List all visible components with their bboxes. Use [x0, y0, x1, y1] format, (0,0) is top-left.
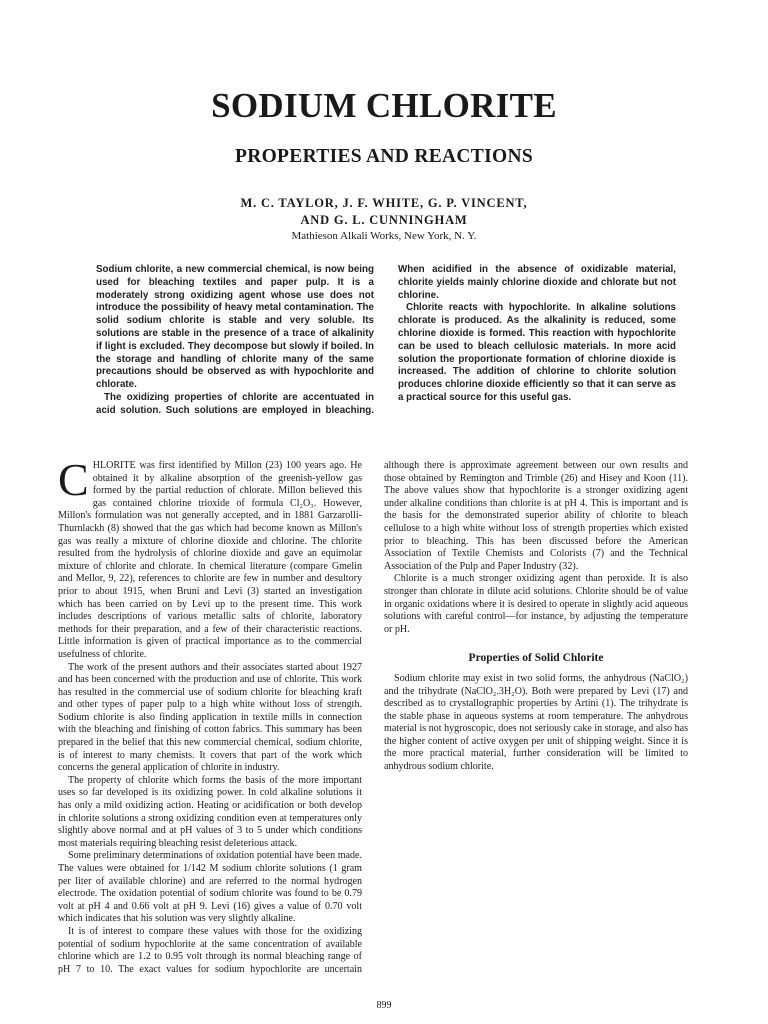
authors-line-1: M. C. TAYLOR, J. F. WHITE, G. P. VINCENT, — [240, 196, 528, 210]
article-subtitle: PROPERTIES AND REACTIONS — [235, 146, 533, 167]
article-title: SODIUM CHLORITE — [211, 86, 557, 125]
article-body — [58, 454, 688, 984]
body-paragraph: Some preliminary determinations of oxidation potential have been made. The values were obtained for 1/142 M sodium chlorite solutions (1 gram per liter of available chlorine) and are referred to the normal hydrogen electrode. The oxidation potential of sodium chlorite was found to be 0.79 volt at pH 4 and 0.66 volt at pH 9. Levi (16) gives a value of 0.70 volt which indicates that his solution was very slightly alkaline. — [58, 850, 362, 925]
drop-cap: C — [58, 454, 89, 505]
body-paragraph: Sodium chlorite may exist in two solid forms, the anhydrous (NaClO₂) and the trihydrate (NaClO₂.3H₂O). Both were prepared by Levi (17) and described as to crystallographic properties by Artini (1). The trihydrate is the stable phase in aqueous systems at room temperature. The anhydrous material is not hygroscopic, does not seriously cake in storage, and also has the higher content of active oxygen per unit of shipping weight. Since it is the more practical material, further consideration will be limited to anhydrous sodium chlorite. — [384, 672, 688, 773]
body-paragraph: The property of chlorite which forms the basis of the more important uses so far developed is its oxidizing power. In cold alkaline solutions it has only a mild oxidizing action. Heating or acidification or both develop in chlorite solutions a strong oxidizing condition even at temperatures only slightly above normal and at pH values of 3 to 5 under which conditions most materials requiring bleaching resist deleterious attack. — [58, 774, 362, 849]
body-paragraph: The work of the present authors and their associates started about 1927 and has been concerned with the production and use of chlorite. This work has resulted in the commercial use of sodium chlorite for bleaching kraft and other types of paper pulp to a high white without loss of strength. Sodium chlorite is also finding application in textile mills in connection with the bleaching and finishing of cotton fabrics. This summary has been prepared in the belief that this new commercial chemical, sodium chlorite, is of interest to many chemists. It covers that part of the work which concerns the general application of chlorite in industry. — [58, 661, 362, 774]
abstract-paragraph: The oxidizing properties of chlorite are accentuated in acid solution. Such solutions are employed in bleaching. When acidified in the absence of oxidizable material, chlorite yields mainly chlorine dioxide and chlorate but not chlorine. — [96, 264, 676, 416]
affiliation: Mathieson Alkali Works, New York, N. Y. — [291, 230, 477, 242]
body-paragraph: Chlorite is a much stronger oxidizing agent than peroxide. It is also stronger than chlorate in dilute acid solutions. Chlorite should be of value in organic oxidations where it is desired to operate in slightly acid aqueous solutions with careful control—for instance, by adjusting the temperature or pH. — [384, 573, 688, 635]
body-paragraph — [58, 454, 362, 662]
body-paragraph: It is of interest to compare these values with those for the oxidizing potential of sodium hypochlorite at the same concentration of available chlorine which are 1.2 to 0.95 volt through its normal bleaching range of pH 7 to 10. The exact values for sodium hypochlorite are uncertain although there is approximate agreement between our own results and those obtained by Remington and Trimble (26) and Hisey and Koon (11). The above values show that hypochlorite is a stronger oxidizing agent under alkaline conditions than chlorite is at pH 4. This is important and is the basis for the demonstrated superior ability of chlorite to bleach cellulose to a high white without loss of strength properties which existed prior to bleaching. This has been discussed before the American Association of Textile Chemists and Colorists (7) and the Technical Association of the Pulp and Paper Industry (32). — [58, 460, 688, 975]
abstract — [96, 264, 676, 418]
authors-line-2: AND G. L. CUNNINGHAM — [300, 213, 468, 227]
abstract-paragraph: Sodium chlorite, a new commercial chemical, is now being used for bleaching textiles and paper pulp. It is a moderately strong oxidizing agent whose use does not introduce the possibility of heavy metal contamination. The solid sodium chlorite is stable and very soluble. Its solutions are stable in the presence of a trace of alkalinity if light is excluded. They decompose but slowly if boiled. In the storage and handling of chlorite many of the same precautions should be observed as with hypochlorite and chlorate. — [96, 264, 374, 391]
page-number: 899 — [376, 1000, 392, 1011]
section-heading: Properties of Solid Chlorite — [468, 652, 604, 665]
body-paragraph-text: HLORITE was first identified by Millon (23) 100 years ago. He obtained it by alkaline absorption of the greenish-yellow gas formed by the partial reduction of chlorate. Millon believed this gas contained chlorine trioxide of formula Cl₂O₃. However, Millon's formulation was not generally accepted, and in 1881 Garzarolli-Thurnlackh (8) showed that the gas which had become known as Millon's gas was really a mixture of chlorine dioxide and chlorine. The chlorite resulted from the hydrolysis of chlorine dioxide and gave an equimolar mixture of chlorite and chlorate. In chemical literature (compare Gmelin and Mellor, 9, 22), references to chlorite are few in number and desultory prior to about 1915, when Bruni and Levi (3) started an investigation which has been carried on by Levi up to the present time. This work includes descriptions of various metallic salts of chlorite, laboratory methods for their preparation, and a few of their characteristic reactions. Little information is given of practical importance as to the commercial usefulness of chlorite. — [58, 460, 362, 660]
abstract-paragraph: Chlorite reacts with hypochlorite. In alkaline solutions chlorate is produced. As the alkalinity is reduced, some chlorine dioxide is formed. This reaction with hypochlorite can be used to bleach cellulosic materials. In more acid solution the proportionate formation of chlorine dioxide is increased. The addition of chlorine to chlorite solution produces chlorine dioxide efficiently so that it can serve as a practical source for this useful gas. — [398, 302, 676, 403]
author-list — [0, 195, 768, 229]
